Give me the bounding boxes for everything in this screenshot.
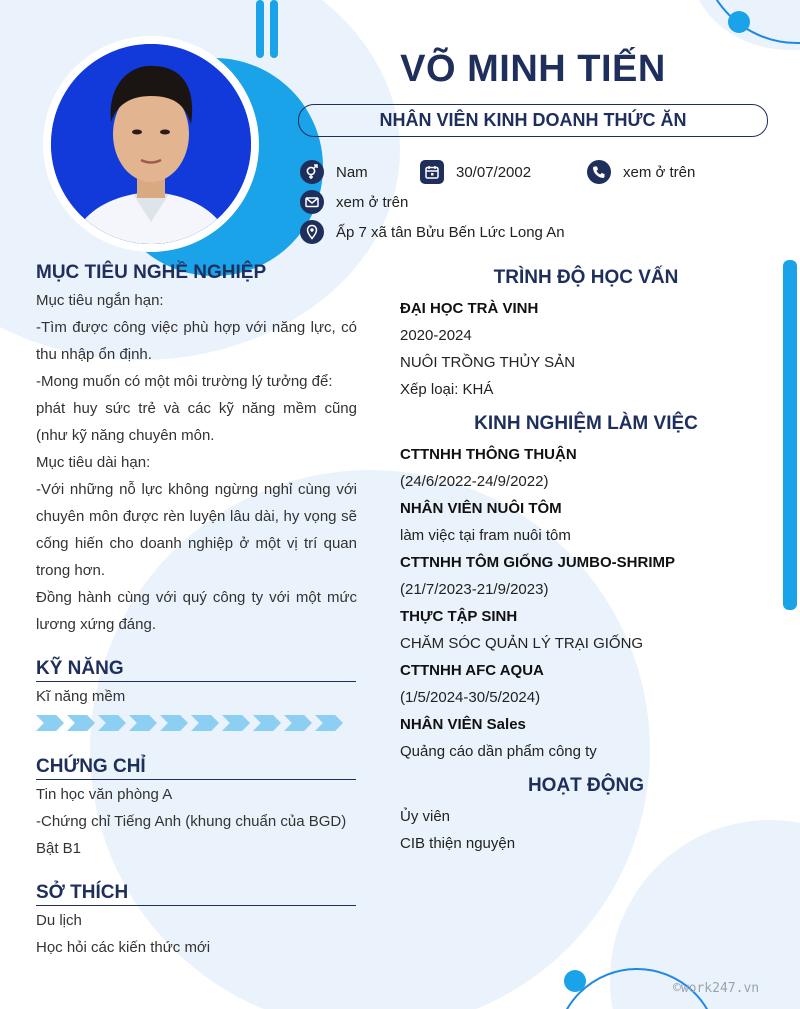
experience-text <box>400 441 780 765</box>
deco-bar-side <box>783 260 797 610</box>
skill-level-chevron <box>222 715 250 731</box>
skill-level-chevron <box>67 715 95 731</box>
objective-line: phát huy sức trẻ và các kỹ năng mềm cũng (như kỹ năng chuyên môn. <box>36 400 357 444</box>
skill-name: Kĩ năng mềm <box>36 688 126 705</box>
activities-heading: HOẠT ĐỘNG <box>527 775 645 796</box>
email-icon <box>300 190 324 214</box>
birthday-value: 30/07/2002 <box>456 163 532 181</box>
objective-line: -Mong muốn có một môi trường lý tưởng để: <box>36 373 333 390</box>
job-company: CTTNHH TÔM GIỐNG JUMBO-SHRIMP <box>400 554 675 571</box>
skill-level-chevron <box>129 715 157 731</box>
gender-icon <box>300 160 324 184</box>
skill-level-chevron <box>98 715 126 731</box>
certificates-heading: CHỨNG CHỈ <box>36 756 356 780</box>
job-description: Quảng cáo dần phẩm công ty <box>400 743 597 760</box>
job-title-badge: NHÂN VIÊN KINH DOANH THỨC ĂN <box>298 104 768 137</box>
education-years: 2020-2024 <box>400 327 472 344</box>
email-row <box>300 190 408 214</box>
address-value: Ấp 7 xã tân Bửu Bến Lức Long An <box>336 223 565 241</box>
skill-level-chevron <box>253 715 281 731</box>
location-pin-icon <box>300 220 324 244</box>
birthday-row <box>420 160 531 184</box>
objective-line: Mục tiêu dài hạn: <box>36 454 151 471</box>
activity-line: CIB thiện nguyện <box>400 835 516 852</box>
education-school: ĐẠI HỌC TRÀ VINH <box>400 300 539 317</box>
education-heading: TRÌNH ĐỘ HỌC VẤN <box>493 267 679 288</box>
objective-line: Mục tiêu ngắn hạn: <box>36 292 164 309</box>
job-company: CTTNHH THÔNG THUẬN <box>400 446 577 463</box>
objective-line: Đồng hành cùng với quý công ty với một mức lương xứng đáng. <box>36 589 357 633</box>
experience-heading: KINH NGHIỆM LÀM VIỆC <box>474 413 698 434</box>
address-row <box>300 220 565 244</box>
phone-row <box>587 160 695 184</box>
job-description: CHĂM SÓC QUẢN LÝ TRẠI GIỐNG <box>400 635 644 652</box>
activities-text <box>400 803 780 857</box>
certificates-text <box>36 781 357 862</box>
calendar-icon <box>420 160 444 184</box>
skills-heading: KỸ NĂNG <box>36 658 356 682</box>
job-period: (21/7/2023-21/9/2023) <box>400 581 549 598</box>
email-value: xem ở trên <box>336 193 409 211</box>
watermark: ©work247.vn <box>673 981 760 996</box>
objective-text <box>36 287 357 638</box>
gender-value: Nam <box>336 163 368 181</box>
activity-line: Ủy viên <box>400 808 451 825</box>
skill-level-bar <box>36 715 343 731</box>
hobby-line: Học hỏi các kiến thức mới <box>36 939 211 956</box>
education-grade: Xếp loại: KHÁ <box>400 381 494 398</box>
deco-bar-right <box>270 0 278 58</box>
objective-heading: MỤC TIÊU NGHỀ NGHIỆP <box>36 262 267 283</box>
objective-line: -Tìm được công việc phù hợp với năng lực, có thu nhập ổn định. <box>36 319 357 363</box>
job-company: CTTNHH AFC AQUA <box>400 662 544 679</box>
avatar-frame <box>43 36 259 252</box>
education-text <box>400 295 780 403</box>
certificate-line: Tin học văn phòng A <box>36 786 173 803</box>
job-period: (24/6/2022-24/9/2022) <box>400 473 549 490</box>
deco-dot-bottom <box>564 970 586 992</box>
education-major: NUÔI TRỒNG THỦY SẢN <box>400 354 576 371</box>
gender-row <box>300 160 368 184</box>
hobbies-text <box>36 907 357 961</box>
portrait-illustration <box>51 44 251 244</box>
candidate-name: VÕ MINH TIẾN <box>400 48 666 90</box>
hobbies-heading: SỞ THÍCH <box>36 882 356 906</box>
deco-dot-top-right <box>728 11 750 33</box>
skill-level-chevron <box>36 715 64 731</box>
skill-level-chevron <box>284 715 312 731</box>
skill-level-chevron <box>160 715 188 731</box>
job-position: THỰC TẬP SINH <box>400 608 518 625</box>
phone-icon <box>587 160 611 184</box>
skill-level-chevron <box>191 715 219 731</box>
certificate-line: -Chứng chỉ Tiếng Anh (khung chuẩn của BGD) Bật B1 <box>36 813 347 857</box>
hobby-line: Du lịch <box>36 912 82 929</box>
avatar <box>51 44 251 244</box>
job-position: NHÂN VIÊN NUÔI TÔM <box>400 500 562 517</box>
job-position: NHÂN VIÊN Sales <box>400 716 526 733</box>
skill-level-chevron <box>315 715 343 731</box>
phone-value: xem ở trên <box>623 163 696 181</box>
job-period: (1/5/2024-30/5/2024) <box>400 689 541 706</box>
objective-line: -Với những nỗ lực không ngừng nghỉ cùng với chuyên môn được rèn luyện lâu dài, hy vọng sẽ cống hiến cho doanh nghiệp ở một vị trí quan trong hơn. <box>36 481 357 579</box>
job-description: làm việc tại fram nuôi tôm <box>400 527 571 544</box>
